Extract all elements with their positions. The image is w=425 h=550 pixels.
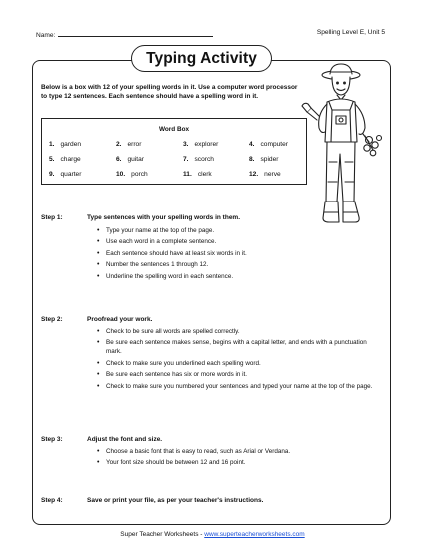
word-text: explorer: [194, 141, 219, 148]
list-item: • Your font size should be between 12 and 16 point.: [106, 459, 376, 468]
name-label: Name:: [36, 32, 56, 39]
list-item: • Each sentence should have at least six words in it.: [106, 250, 376, 259]
gardener-illustration: [299, 62, 389, 234]
word-item: [49, 141, 81, 148]
name-field: [36, 29, 213, 39]
footer: [0, 531, 425, 538]
step-2-heading: Proofread your work.: [87, 316, 153, 323]
word-number: 9.: [49, 171, 55, 178]
word-box: [41, 118, 307, 185]
word-box-title: Word Box: [158, 126, 190, 133]
list-item: • Number the sentences 1 through 12.: [106, 261, 376, 270]
word-text: nerve: [264, 171, 281, 178]
list-item: • Choose a basic font that is easy to read, such as Arial or Verdana.: [106, 448, 376, 457]
word-number: 7.: [183, 156, 189, 163]
word-item: [249, 156, 278, 163]
word-item: [49, 171, 81, 178]
list-item: • Check to make sure you underlined each spelling word.: [106, 360, 376, 369]
step-3-heading: Adjust the font and size.: [87, 436, 163, 443]
step-4-heading: Save or print your file, as per your teacher's instructions.: [87, 497, 264, 504]
word-item: [183, 156, 214, 163]
word-text: charge: [60, 156, 81, 163]
list-item: • Check to make sure you numbered your sentences and typed your name at the top of the page.: [106, 383, 376, 392]
list-item: • Be sure each sentence makes sense, begins with a capital letter, and ends with a punctuation mark.: [106, 339, 376, 356]
word-text: clerk: [197, 171, 212, 178]
list-item: • Check to be sure all words are spelled correctly.: [106, 328, 376, 337]
title-banner: [131, 45, 272, 72]
word-number: 3.: [183, 141, 189, 148]
word-number: 5.: [49, 156, 55, 163]
word-number: 2.: [116, 141, 122, 148]
word-item: [183, 171, 212, 178]
word-text: garden: [60, 141, 82, 148]
step-4-label: Step 4:: [41, 497, 63, 504]
word-item: [116, 171, 148, 178]
footer-text: Super Teacher Worksheets -: [120, 531, 205, 538]
word-item: [49, 156, 81, 163]
word-number: 8.: [249, 156, 255, 163]
name-line[interactable]: [58, 29, 213, 37]
step-2-label: Step 2:: [41, 316, 63, 323]
word-text: error: [127, 141, 142, 148]
word-number: 11.: [183, 171, 192, 178]
word-text: spider: [260, 156, 279, 163]
word-text: computer: [260, 141, 288, 148]
list-item: • Use each word in a complete sentence.: [106, 238, 376, 247]
word-number: 1.: [49, 141, 55, 148]
word-text: quarter: [60, 171, 82, 178]
footer-link[interactable]: www.superteacherworksheets.com: [204, 531, 305, 538]
word-item: [116, 141, 141, 148]
level-label: Spelling Level E, Unit 5: [316, 29, 385, 36]
step-1-list: [106, 227, 376, 284]
word-text: guitar: [127, 156, 144, 163]
word-number: 10.: [116, 171, 126, 178]
list-item: • Underline the spelling word in each sentence.: [106, 273, 376, 282]
list-item: • Type your name at the top of the page.: [106, 227, 376, 236]
intro-text: Below is a box with 12 of your spelling words in it. Use a computer word processor to type 12 sentences. Each sentence should have a spelling word in it.: [41, 84, 298, 101]
step-3-label: Step 3:: [41, 436, 63, 443]
step-2-list: [106, 328, 376, 394]
word-number: 6.: [116, 156, 122, 163]
word-item: [249, 141, 288, 148]
step-1-label: Step 1:: [41, 214, 63, 221]
step-3-list: [106, 448, 376, 471]
step-1-heading: Type sentences with your spelling words in them.: [87, 214, 241, 221]
list-item: • Be sure each sentence has six or more words in it.: [106, 371, 376, 380]
word-number: 12.: [249, 171, 259, 178]
word-item: [183, 141, 218, 148]
page-title: Typing Activity: [146, 49, 257, 67]
word-number: 4.: [249, 141, 255, 148]
word-item: [116, 156, 144, 163]
word-text: porch: [131, 171, 148, 178]
word-item: [249, 171, 281, 178]
word-text: scorch: [194, 156, 214, 163]
